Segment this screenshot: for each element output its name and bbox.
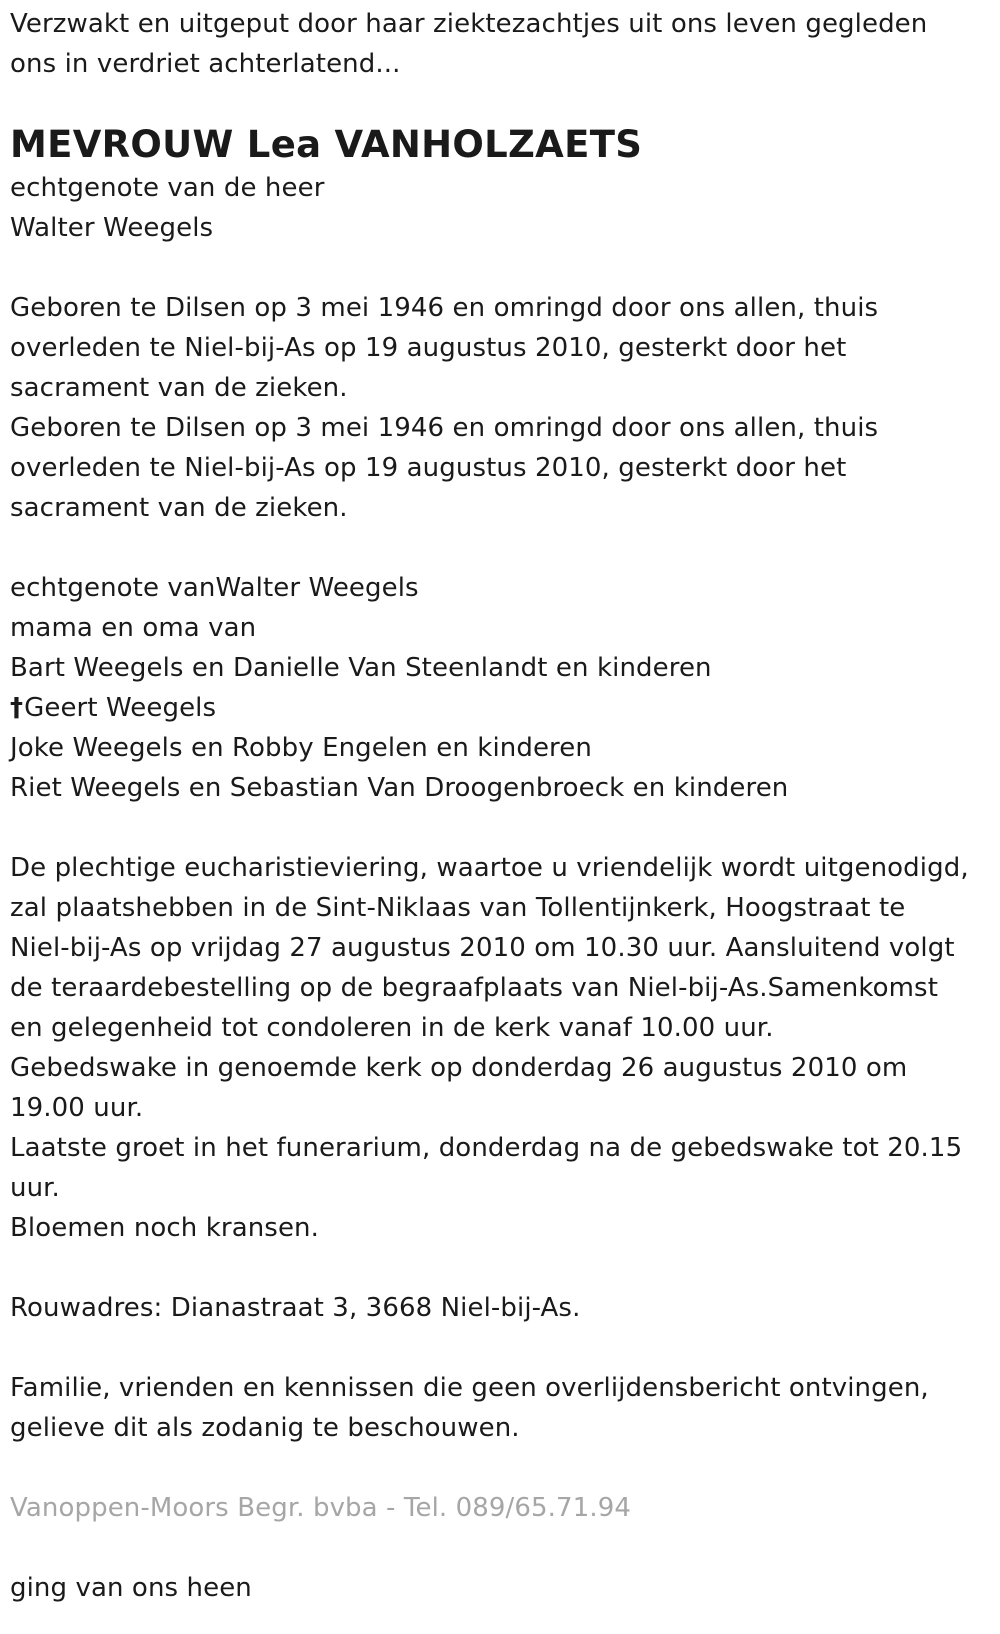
spacer [10, 1328, 990, 1368]
family-child: Riet Weegels en Sebastian Van Droogenbroeck en kinderen [10, 773, 789, 803]
ceremony-line: Gebedswake in genoemde kerk op donderdag 26 augustus 2010 om [10, 1053, 908, 1083]
closing-line: ging van ons heen [10, 1573, 252, 1603]
intro-line-2: ons in verdriet achterlatend... [10, 49, 401, 79]
ceremony-line: de teraardebestelling op de begraafplaats van Niel-bij-As.Samenkomst [10, 973, 938, 1003]
ceremony-details [10, 848, 990, 1248]
cross-icon: † [10, 693, 24, 723]
family-spouse: echtgenote vanWalter Weegels [10, 573, 419, 603]
ceremony-line: Bloemen noch kransen. [10, 1213, 319, 1243]
family-child-deceased [10, 688, 990, 728]
birth-death-paragraph-2 [10, 408, 990, 528]
ceremony-line: zal plaatshebben in de Sint-Niklaas van Tollentijnkerk, Hoogstraat te [10, 893, 906, 923]
ceremony-line: en gelegenheid tot condoleren in de kerk vanaf 10.00 uur. [10, 1013, 774, 1043]
birth-death-line: Geboren te Dilsen op 3 mei 1946 en omringd door ons allen, thuis [10, 293, 879, 323]
birth-death-line: overleden te Niel-bij-As op 19 augustus 2010, gesterkt door het [10, 453, 847, 483]
family-child: Joke Weegels en Robby Engelen en kinderen [10, 733, 592, 763]
notice-text [10, 1368, 990, 1448]
deceased-name: MEVROUW Lea VANHOLZAETS [10, 123, 643, 166]
ceremony-line: De plechtige eucharistieviering, waartoe u vriendelijk wordt uitgenodigd, [10, 853, 969, 883]
ceremony-line: Niel-bij-As op vrijdag 27 augustus 2010 om 10.30 uur. Aansluitend volgt [10, 933, 955, 963]
funeral-home-info: Vanoppen-Moors Begr. bvba - Tel. 089/65.71.94 [10, 1493, 631, 1523]
birth-death-line: sacrament van de zieken. [10, 373, 348, 403]
family-mama-line: mama en oma van [10, 613, 257, 643]
ceremony-line: Laatste groet in het funerarium, donderdag na de gebedswake tot 20.15 [10, 1133, 963, 1163]
family-child-name: Geert Weegels [24, 693, 217, 723]
spouse-line-1: echtgenote van de heer [10, 173, 325, 203]
mourning-address: Rouwadres: Dianastraat 3, 3668 Niel-bij-As. [10, 1293, 581, 1323]
spacer [10, 808, 990, 848]
birth-death-paragraph-1 [10, 288, 990, 408]
family-child: Bart Weegels en Danielle Van Steenlandt en kinderen [10, 653, 712, 683]
intro-text [10, 4, 990, 84]
birth-death-line: overleden te Niel-bij-As op 19 augustus 2010, gesterkt door het [10, 333, 847, 363]
notice-line-1: Familie, vrienden en kennissen die geen overlijdensbericht ontvingen, [10, 1373, 929, 1403]
birth-death-line: sacrament van de zieken. [10, 493, 348, 523]
obituary-page [0, 4, 1000, 1608]
spacer [10, 248, 990, 288]
spacer [10, 1248, 990, 1288]
notice-line-2: gelieve dit als zodanig te beschouwen. [10, 1413, 520, 1443]
ceremony-line: 19.00 uur. [10, 1093, 144, 1123]
spacer [10, 1448, 990, 1488]
ceremony-line: uur. [10, 1173, 60, 1203]
spacer [10, 528, 990, 568]
family-list [10, 568, 990, 808]
spacer [10, 1528, 990, 1568]
intro-line-1: Verzwakt en uitgeput door haar ziektezachtjes uit ons leven gegleden [10, 9, 928, 39]
spouse-line-2: Walter Weegels [10, 213, 214, 243]
birth-death-line: Geboren te Dilsen op 3 mei 1946 en omringd door ons allen, thuis [10, 413, 879, 443]
